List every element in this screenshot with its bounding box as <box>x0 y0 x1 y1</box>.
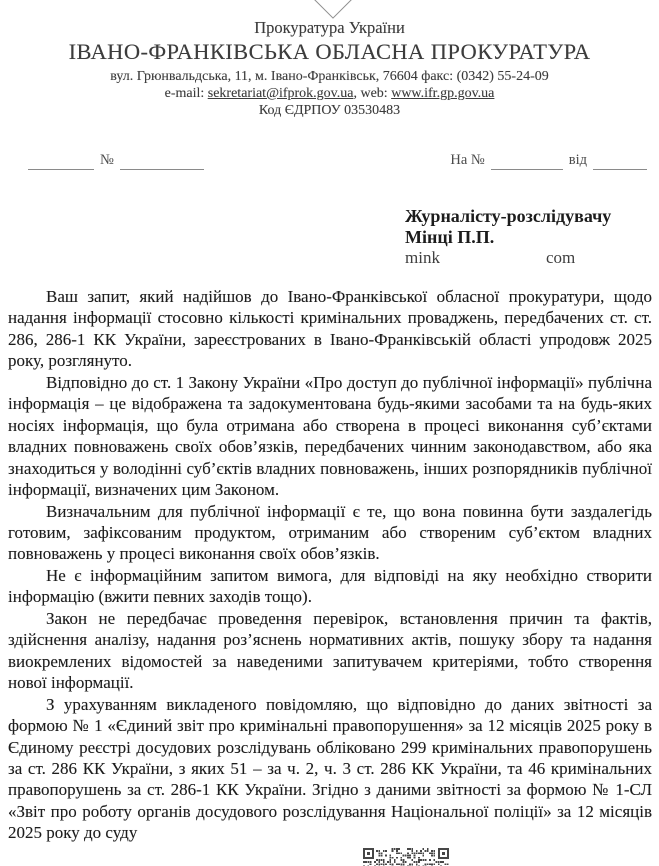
org-contact-line <box>0 86 659 102</box>
outgoing-number-label: № <box>100 152 114 168</box>
body-paragraph: Відповідно до ст. 1 Закону України «Про доступ до публічної інформації» публічна інформація – це відображена та задокументована будь-якими засобами та на будь-яких носіях інформація, що була отримана або створена в процесі виконання суб’єктами владних повноважень своїх обов’язків, передбачених чинним законодавством, або яка знаходиться у володінні суб’єктів владних повноважень, інших розпорядників публічної інформації, визначених цим Законом. <box>8 372 652 500</box>
addressee-block <box>405 206 611 269</box>
addressee-email-suffix: com <box>545 248 576 267</box>
email-label: e-mail: <box>164 86 208 101</box>
org-address-line: вул. Грюнвальдська, 11, м. Івано-Франківськ, 76604 факс: (0342) 55-24-09 <box>110 69 549 84</box>
shield-emblem-icon <box>313 0 353 19</box>
outgoing-reference <box>28 152 210 170</box>
letter-body <box>8 286 652 844</box>
body-paragraph: З урахуванням викладеного повідомляю, що відповідно до даних звітності за формою № 1 «Єдиний звіт про кримінальні правопорушення» за 12 місяців 2025 року в Єдиному реєстрі досудових розслідувань обліковано 299 кримінальних правопорушень за ст. 286 КК України, з яких 51 – за ч. 2, ч. 3 ст. 286 КК України, та 46 кримінальних правопорушень за ст. 286-1 КК України. Згідно з даними звітності за формою № 1-СЛ «Звіт про роботу органів досудового розслідування Національної поліції» за 12 місяців 2025 року до суду <box>8 694 652 843</box>
outgoing-date-blank <box>28 154 94 170</box>
org-name: ІВАНО-ФРАНКІВСЬКА ОБЛАСНА ПРОКУРАТУРА <box>68 39 591 64</box>
web-label: , web: <box>353 86 392 101</box>
outgoing-number-blank <box>120 154 204 170</box>
addressee-email-redacted <box>405 248 611 269</box>
addressee-title: Журналісту-розслідувачу <box>405 206 612 226</box>
body-paragraph: Не є інформаційним запитом вимога, для відповіді на яку необхідно створити інформацію (вжити певних заходів тощо). <box>8 565 652 607</box>
reply-date-label: від <box>568 152 587 168</box>
reply-date-blank <box>593 154 647 170</box>
reply-number-blank <box>491 154 563 170</box>
reply-number-label: На № <box>450 152 485 168</box>
org-website-link: www.ifr.gp.gov.ua <box>391 86 495 101</box>
incoming-reference <box>450 152 647 170</box>
body-paragraph: Закон не передбачає проведення перевірок, встановлення причин та фактів, здійснення аналізу, надання роз’яснень нормативних актів, пошуку збору та надання виокремлених відомостей за наведеними запитувачем критеріями, тобто створення нової інформації. <box>8 608 652 693</box>
org-edrpou-line: Код ЄДРПОУ 03530483 <box>258 103 401 118</box>
body-paragraph: Визначальним для публічної інформації є те, що вона повинна бути заздалегідь готовим, зафіксованим продуктом, отриманим або створеним суб’єктом владних повноважень у процесі виконання своїх обов’язків. <box>8 501 652 564</box>
qr-code-icon <box>363 848 449 866</box>
addressee-email-prefix: mink <box>405 248 440 267</box>
letterhead <box>0 18 659 119</box>
org-email-link: sekretariat@ifprok.gov.ua <box>207 86 354 101</box>
addressee-name: Мінці П.П. <box>405 226 495 247</box>
org-country-line: Прокуратура України <box>254 18 405 37</box>
reference-row <box>28 152 647 170</box>
body-paragraph: Ваш запит, який надійшов до Івано-Франківської обласної прокуратури, щодо надання інформації стосовно кількості кримінальних проваджень, передбачених ст. ст. 286, 286-1 КК України, зареєстрованих в Івано-Франківській області упродовж 2025 року, розглянуто. <box>8 287 652 371</box>
